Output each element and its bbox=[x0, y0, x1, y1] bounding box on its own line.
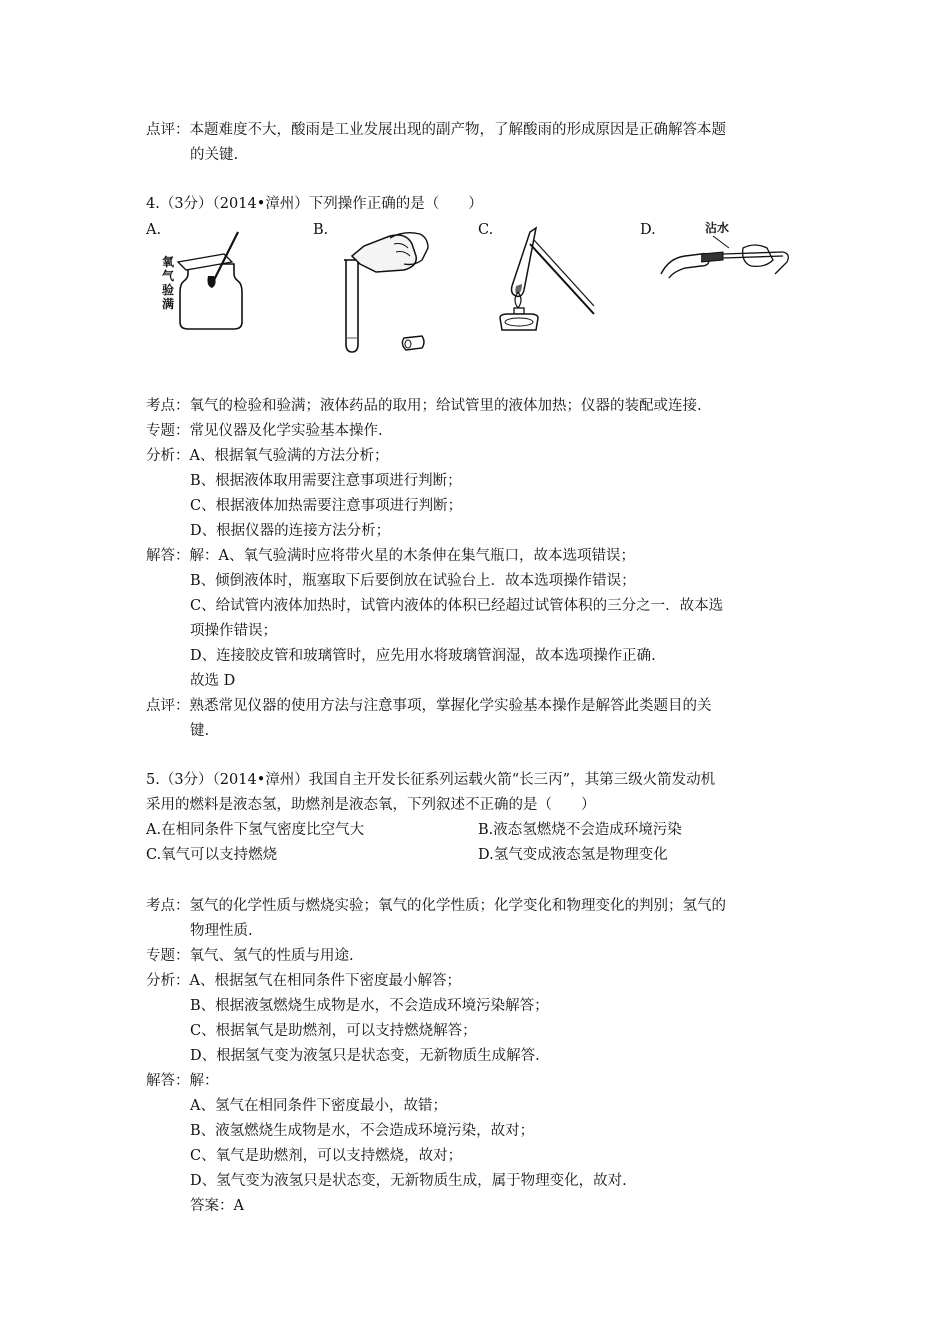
q4-dianping-1: 点评：熟悉常见仪器的使用方法与注意事项，掌握化学实验基本操作是解答此类题目的关 bbox=[146, 698, 712, 714]
q4-zhuanti: 专题：常见仪器及化学实验基本操作. bbox=[146, 423, 383, 439]
q4-jieda-3: C、给试管内液体加热时，试管内液体的体积已经超过试管体积的三分之一．故本选 bbox=[190, 598, 724, 614]
q5-option-a: A.在相同条件下氢气密度比空气大 bbox=[146, 822, 365, 838]
q4-fenxi-4: D、根据仪器的连接方法分析； bbox=[190, 523, 391, 539]
q4-kaodian: 考点：氧气的检验和验满；液体药品的取用；给试管里的液体加热；仪器的装配或连接. bbox=[146, 398, 702, 414]
q3-review-line-1: 点评：本题难度不大，酸雨是工业发展出现的副产物，了解酸雨的形成原因是正确解答本题 bbox=[146, 122, 726, 138]
q4-jieda-1: 解答：解：A、氧气验满时应将带火星的木条伸在集气瓶口，故本选项错误； bbox=[146, 548, 635, 564]
q4-option-b-letter: B. bbox=[313, 222, 329, 238]
q5-option-b: B.液态氢燃烧不会造成环境污染 bbox=[478, 822, 682, 838]
connect-glass-tube-icon bbox=[655, 218, 795, 288]
q3-review-line-2: 的关键. bbox=[190, 147, 239, 163]
q5-fenxi-4: D、根据氢气变为液氢只是状态变，无新物质生成解答. bbox=[190, 1048, 540, 1064]
q4-option-c-letter: C. bbox=[478, 222, 494, 238]
pour-liquid-icon bbox=[332, 226, 432, 358]
q5-jieda-5: D、氢气变为液氢只是状态变，无新物质生成，属于物理变化，故对. bbox=[190, 1173, 627, 1189]
q4-fenxi-2: B、根据液体取用需要注意事项进行判断； bbox=[190, 473, 462, 489]
q5-kaodian-1: 考点：氢气的化学性质与燃烧实验；氧气的化学性质；化学变化和物理变化的判别；氢气的 bbox=[146, 898, 726, 914]
oxygen-full-test-icon bbox=[158, 226, 258, 332]
q5-fenxi-1: 分析：A、根据氢气在相同条件下密度最小解答； bbox=[146, 973, 461, 989]
q4-jieda-5: D、连接胶皮管和玻璃管时，应先用水将玻璃管润湿，故本选项操作正确. bbox=[190, 648, 656, 664]
q4-fenxi-3: C、根据液体加热需要注意事项进行判断； bbox=[190, 498, 463, 514]
heat-test-tube-icon bbox=[490, 226, 600, 334]
oxygen-full-test-label: 氧气验满 bbox=[162, 255, 175, 311]
q5-title-2: 采用的燃料是液态氢，助燃剂是液态氧，下列叙述不正确的是（ ） bbox=[146, 797, 596, 813]
q5-fenxi-3: C、根据氧气是助燃剂，可以支持燃烧解答； bbox=[190, 1023, 477, 1039]
q5-zhuanti: 专题：氧气、氢气的性质与用途. bbox=[146, 948, 354, 964]
wet-water-label: 沾水 bbox=[705, 221, 730, 235]
q4-jieda-6: 故选 D bbox=[190, 673, 236, 689]
q5-jieda-3: B、液氢燃烧生成物是水，不会造成环境污染，故对； bbox=[190, 1123, 535, 1139]
q4-fenxi-1: 分析：A、根据氧气验满的方法分析； bbox=[146, 448, 389, 464]
q4-option-a-letter: A. bbox=[146, 222, 162, 238]
q5-title-1: 5.（3分）（2014•漳州）我国自主开发长征系列运载火箭“长三丙”，其第三级火箭发动机 bbox=[146, 772, 716, 788]
q5-answer: 答案：A bbox=[190, 1198, 244, 1214]
q5-option-c: C.氧气可以支持燃烧 bbox=[146, 847, 278, 863]
q4-jieda-4: 项操作错误； bbox=[190, 623, 277, 639]
q5-jieda-4: C、氧气是助燃剂，可以支持燃烧，故对； bbox=[190, 1148, 463, 1164]
q4-title: 4.（3分）（2014•漳州）下列操作正确的是（ ） bbox=[146, 196, 483, 212]
q4-option-d-letter: D. bbox=[640, 222, 656, 238]
q4-dianping-2: 键. bbox=[190, 723, 210, 739]
q4-jieda-2: B、倾倒液体时，瓶塞取下后要倒放在试验台上．故本选项操作错误； bbox=[190, 573, 636, 589]
q5-option-d: D.氢气变成液态氢是物理变化 bbox=[478, 847, 668, 863]
q5-fenxi-2: B、根据液氢燃烧生成物是水，不会造成环境污染解答； bbox=[190, 998, 549, 1014]
q5-kaodian-2: 物理性质. bbox=[190, 923, 253, 939]
q5-jieda-1: 解答：解： bbox=[146, 1073, 219, 1089]
q5-jieda-2: A、氢气在相同条件下密度最小，故错； bbox=[190, 1098, 447, 1114]
